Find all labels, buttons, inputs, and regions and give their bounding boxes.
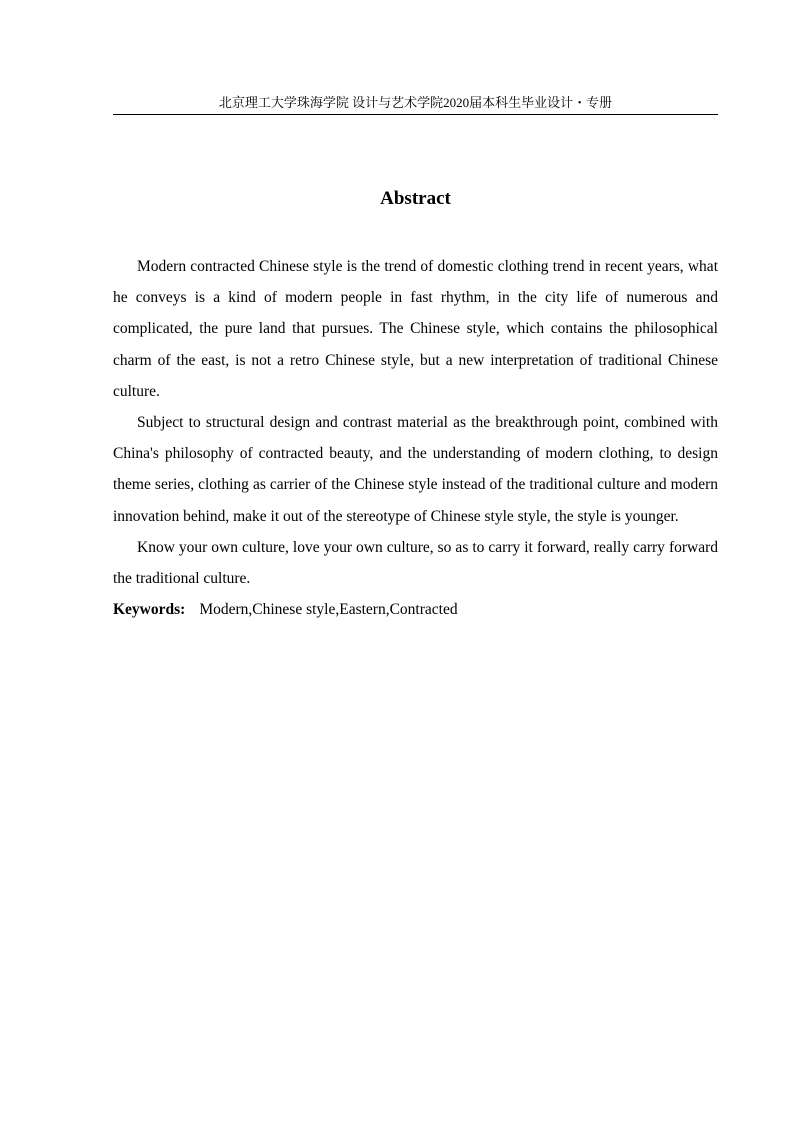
keywords-label: Keywords: (113, 601, 186, 619)
abstract-title: Abstract (380, 188, 451, 209)
keywords-value: Modern,Chinese style,Eastern,Contracted (199, 601, 458, 619)
abstract-paragraph-1: Modern contracted Chinese style is the trend of domestic clothing trend in recent years, what he conveys is a kind of modern people in fast rhythm, in the city life of numerous and complicated, the pure land that pursues. The Chinese style, which contains the philosophical charm of the east, is not a retro Chinese style, but a new interpretation of traditional Chinese culture. (113, 258, 718, 400)
abstract-body (113, 251, 718, 625)
running-header: 北京理工大学珠海学院 设计与艺术学院2020届本科生毕业设计・专册 (218, 95, 613, 110)
abstract-paragraph-2: Subject to structural design and contrast material as the breakthrough point, combined with China's philosophy of contracted beauty, and the understanding of modern clothing, to design theme series, clothing as carrier of the Chinese style instead of the traditional culture and modern innovation behind, make it out of the stereotype of Chinese style style, the style is younger. (113, 414, 718, 525)
abstract-paragraph-3: Know your own culture, love your own culture, so as to carry it forward, really carry forward the traditional culture. (113, 538, 718, 588)
keywords-line (113, 594, 718, 625)
header-rule (113, 114, 718, 115)
